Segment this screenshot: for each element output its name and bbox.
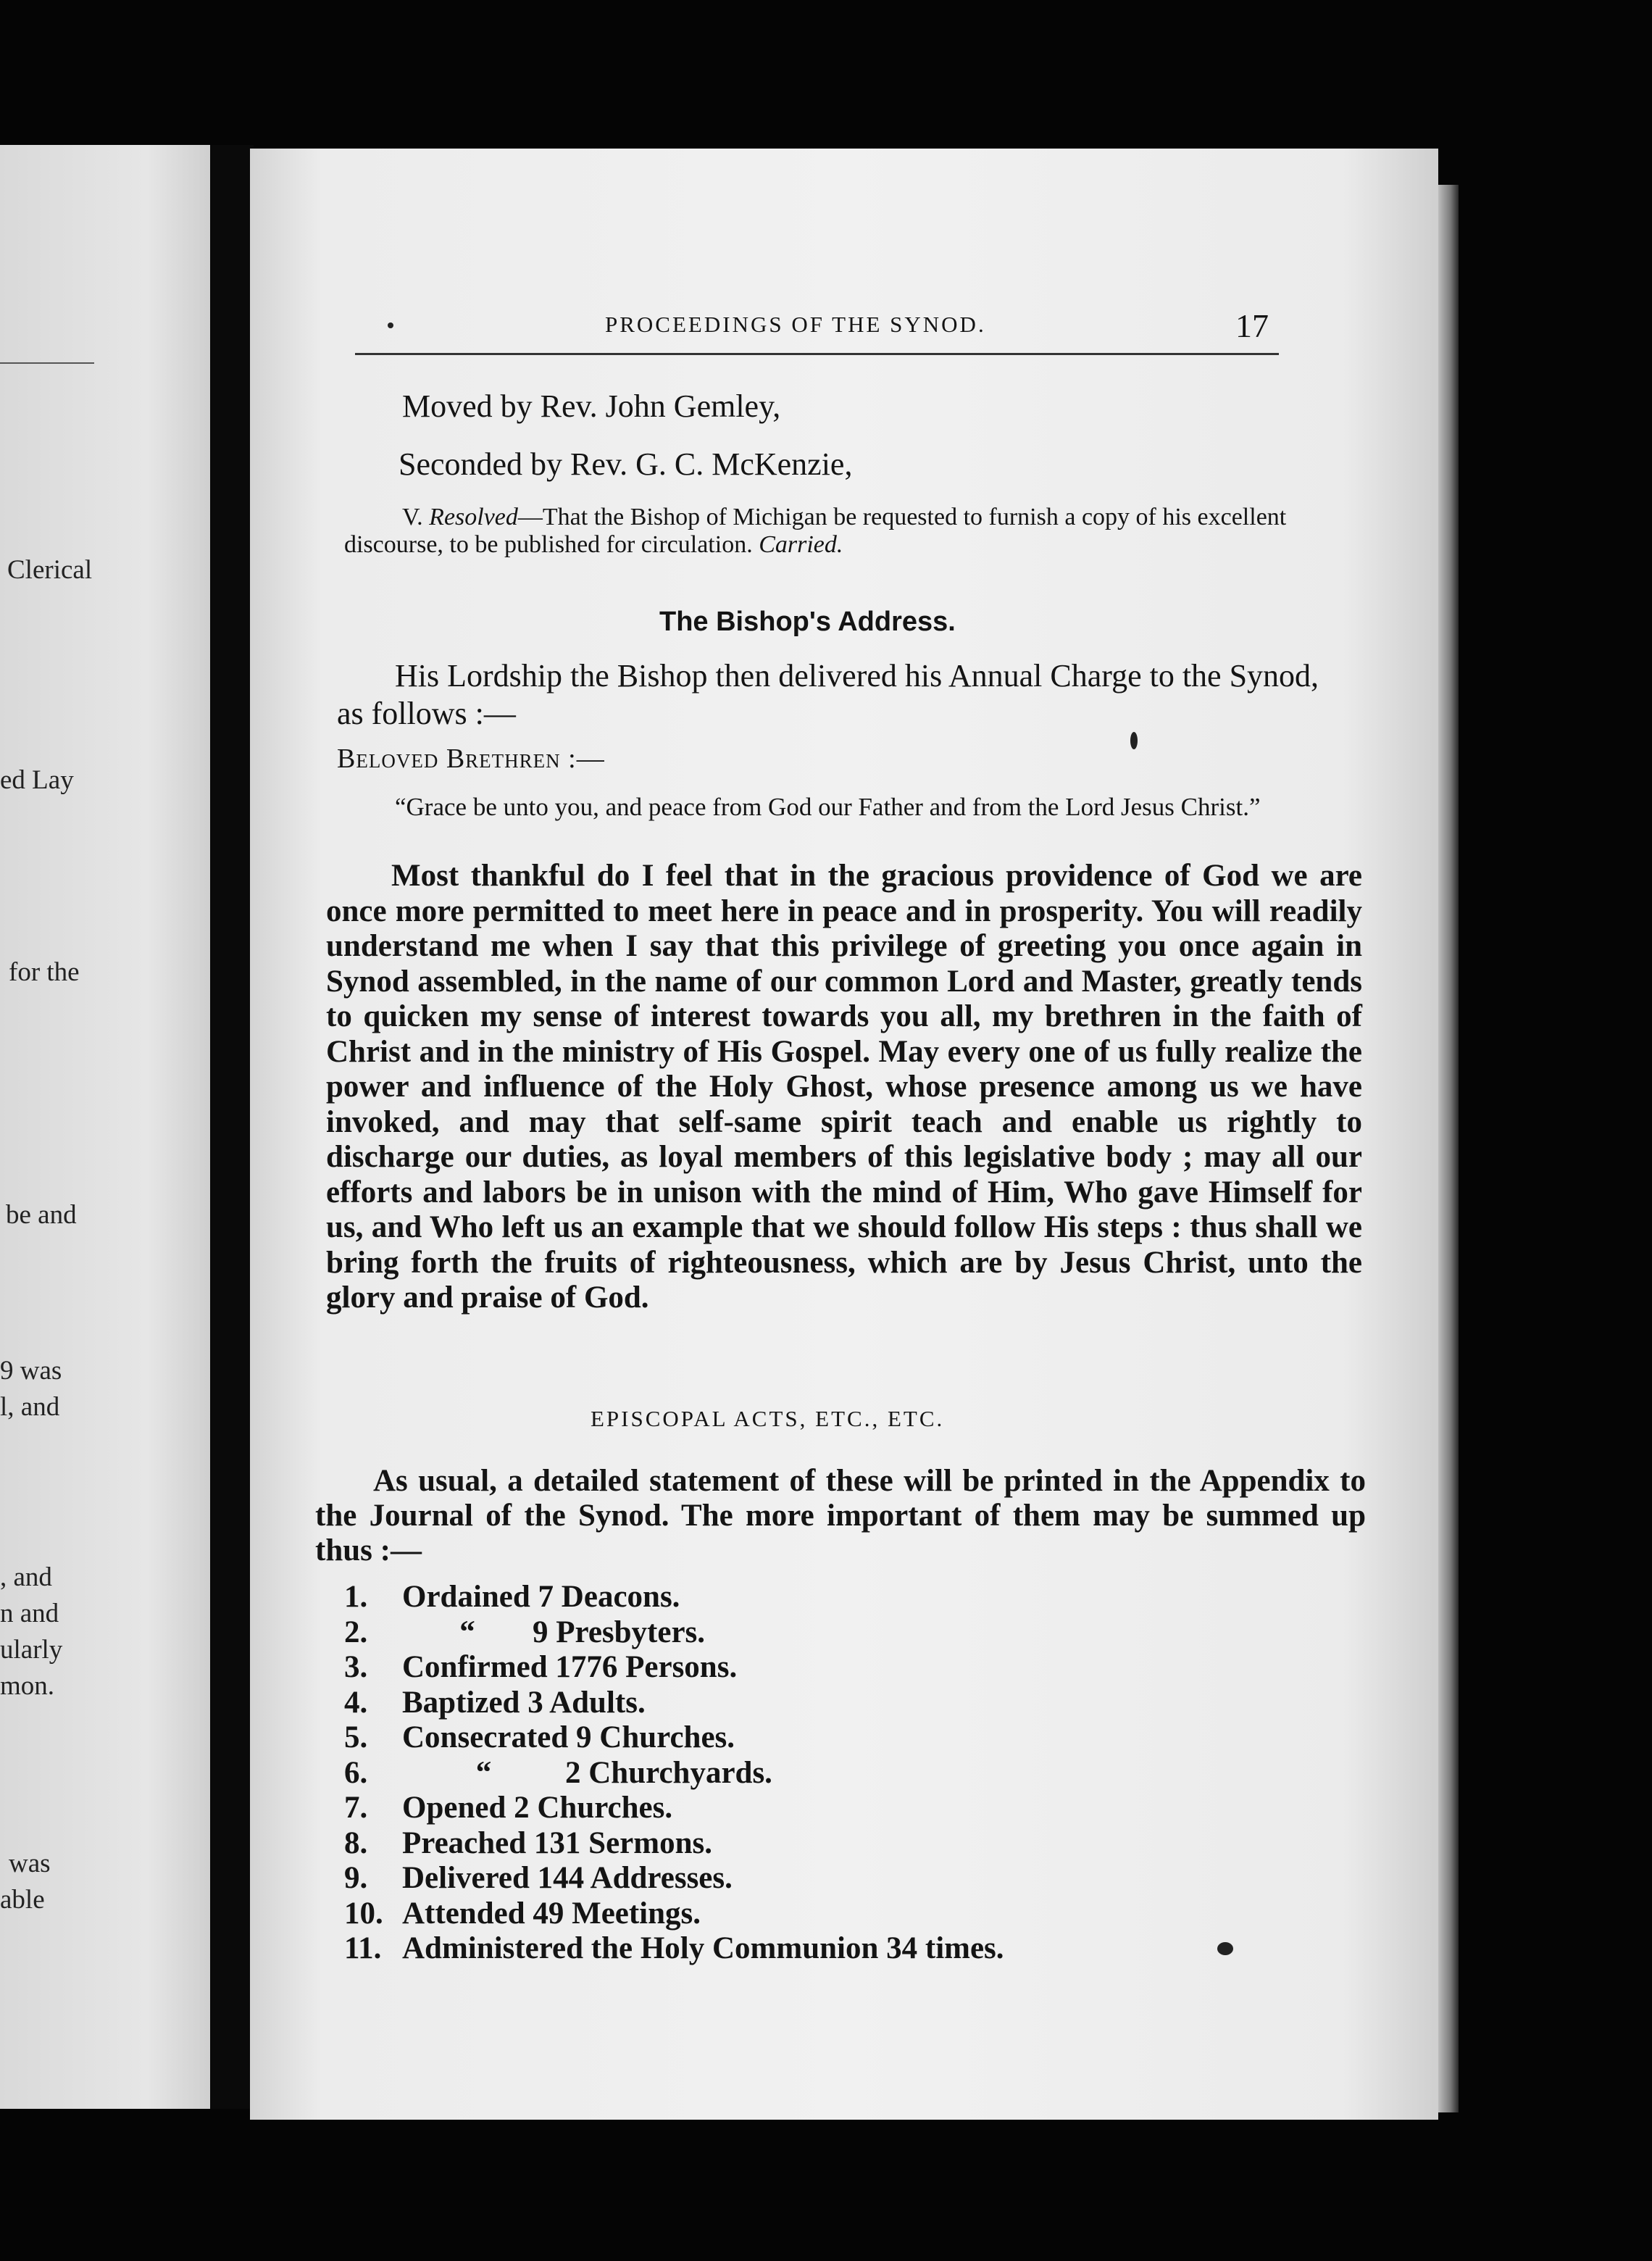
list-item: 1. Ordained 7 Deacons.: [344, 1580, 680, 1614]
left-page-edge: [0, 145, 210, 2109]
moved-by-line: Moved by Rev. John Gemley,: [402, 388, 781, 424]
section-heading-bishops-address: The Bishop's Address.: [659, 607, 956, 637]
ink-speck: [1130, 732, 1138, 749]
left-fragment: mon.: [0, 1671, 55, 1701]
resolution-paragraph: [344, 504, 1301, 559]
book-page: [250, 149, 1438, 2120]
left-fragment: ed Lay: [0, 765, 74, 795]
left-fragment: be and: [6, 1200, 77, 1230]
ink-speck: [388, 322, 393, 328]
left-fragment: , and: [0, 1562, 52, 1592]
left-fragment: Clerical: [7, 555, 93, 585]
left-fragment: ularly: [0, 1635, 63, 1665]
list-item: 10. Attended 49 Meetings.: [344, 1896, 701, 1931]
book-gutter: [210, 145, 254, 2109]
list-item: 11. Administered the Holy Communion 34 times.: [344, 1931, 1004, 1965]
salutation: Beloved Brethren :—: [337, 744, 605, 774]
left-fragment: l, and: [0, 1392, 60, 1422]
list-item: 4. Baptized 3 Adults.: [344, 1685, 646, 1720]
seconded-by-line: Seconded by Rev. G. C. McKenzie,: [399, 446, 853, 482]
page-stack-edge: [1438, 185, 1459, 2112]
section-heading-episcopal-acts: EPISCOPAL ACTS, ETC., ETC.: [591, 1406, 945, 1431]
address-paragraph: Most thankful do I feel that in the gracious providence of God we are once more permitted to meet here in peace and in prosperity. You will readily understand me when I say that this privilege of greeting you once again in Synod assembled, in the name of our common Lord and Master, greatly tends to quicken my sense of interest towards you all, my brethren in the faith of Christ and in the ministry of His Gospel. May every one of us fully realize the power and influence of the Holy Ghost, whose presence among us we have invoked, and may that self-same spirit teach and enable us rightly to discharge our duties, as loyal members of this legislative body ; may all our efforts and labors be in unison with the mind of Him, Who gave Himself for us, and Who left us an example that we should follow His steps : thus shall we bring forth the fruits of righteousness, which are by Jesus Christ, unto the glory and praise of God.: [326, 859, 1362, 1315]
left-fragment: able: [0, 1885, 45, 1915]
ink-speck: [1217, 1942, 1233, 1955]
list-item: 3. Confirmed 1776 Persons.: [344, 1650, 738, 1684]
left-fragment: was: [9, 1849, 51, 1878]
resolution-status: Carried.: [759, 531, 843, 558]
episcopal-acts-intro: As usual, a detailed statement of these will be printed in the Appendix to the Journal of the Synod. The more important of them may be summed up thus :—: [315, 1464, 1366, 1567]
address-intro: His Lordship the Bishop then delivered his Annual Charge to the Synod, as follows :—: [337, 658, 1319, 731]
left-fragment: for the: [9, 957, 80, 987]
running-header: PROCEEDINGS OF THE SYNOD.: [605, 312, 986, 337]
left-page-rule: [0, 362, 94, 364]
resolution-number: V.: [402, 504, 423, 530]
left-fragment: 9 was: [0, 1356, 62, 1386]
resolution-text: —That the Bishop of Michigan be requested to furnish a copy of his excellent discourse, to be published for circulation.: [344, 504, 1287, 558]
left-fragment: n and: [0, 1599, 59, 1628]
list-item: 5. Consecrated 9 Churches.: [344, 1720, 735, 1754]
list-item: 9. Delivered 144 Addresses.: [344, 1861, 733, 1895]
scripture-quote: “Grace be unto you, and peace from God our Father and from the Lord Jesus Christ.”: [395, 793, 1261, 821]
episcopal-acts-list: [344, 1580, 1004, 1967]
page-number: 17: [1235, 307, 1269, 344]
list-item: 6. “ 2 Churchyards.: [344, 1755, 772, 1790]
list-item: 8. Preached 131 Sermons.: [344, 1825, 712, 1860]
list-item: 7. Opened 2 Churches.: [344, 1791, 673, 1825]
header-rule: [355, 353, 1279, 355]
resolution-label: Resolved: [429, 504, 518, 530]
list-item: 2. “ 9 Presbyters.: [344, 1615, 706, 1649]
